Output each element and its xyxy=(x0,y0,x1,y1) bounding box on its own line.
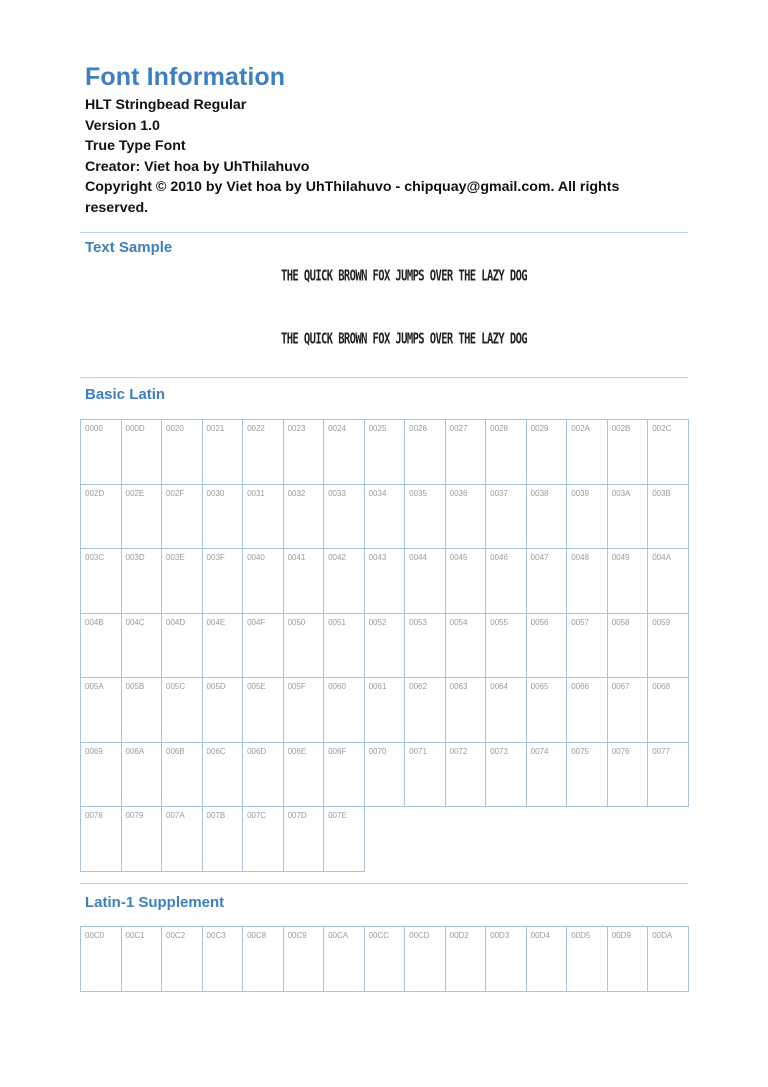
glyph-cell: 0021 xyxy=(203,420,244,485)
glyph-cell: 0024 xyxy=(324,420,365,485)
glyph-grid-basic-latin xyxy=(80,419,689,872)
page-title: Font Information xyxy=(85,63,286,91)
glyph-cell: 0022 xyxy=(243,420,284,485)
glyph-cell: 0075 xyxy=(567,743,608,808)
section-heading-latin1: Latin-1 Supplement xyxy=(85,894,225,911)
glyph-grid-latin1-supplement xyxy=(80,926,689,992)
glyph-cell: 00C0 xyxy=(81,927,122,992)
glyph-cell: 0000 xyxy=(81,420,122,485)
glyph-cell: 004D xyxy=(162,614,203,679)
font-info xyxy=(85,95,685,218)
glyph-cell: 0073 xyxy=(486,743,527,808)
glyph-cell: 00D5 xyxy=(567,927,608,992)
glyph-cell: 007A xyxy=(162,807,203,872)
glyph-cell: 004A xyxy=(648,549,689,614)
glyph-cell: 0049 xyxy=(608,549,649,614)
glyph-cell: 0032 xyxy=(284,485,325,550)
glyph-cell: 00C2 xyxy=(162,927,203,992)
text-sample-line: THE QUICK BROWN FOX JUMPS OVER THE LAZY DOG xyxy=(280,330,528,348)
font-creator: Creator: Viet hoa by UhThilahuvo xyxy=(85,158,310,175)
text-sample-line: THE QUICK BROWN FOX JUMPS OVER THE LAZY DOG xyxy=(280,267,528,285)
glyph-cell: 0060 xyxy=(324,678,365,743)
glyph-cell: 0059 xyxy=(648,614,689,679)
glyph-cell: 0065 xyxy=(527,678,568,743)
glyph-cell: 0039 xyxy=(567,485,608,550)
glyph-cell: 0040 xyxy=(243,549,284,614)
glyph-cell: 00C3 xyxy=(203,927,244,992)
glyph-cell: 0034 xyxy=(365,485,406,550)
glyph-cell: 002C xyxy=(648,420,689,485)
glyph-cell: 002B xyxy=(608,420,649,485)
glyph-cell: 003B xyxy=(648,485,689,550)
glyph-cell: 0029 xyxy=(527,420,568,485)
section-heading-text-sample: Text Sample xyxy=(85,239,173,256)
glyph-cell: 0031 xyxy=(243,485,284,550)
glyph-cell: 00C9 xyxy=(284,927,325,992)
glyph-cell: 007E xyxy=(324,807,365,872)
glyph-cell: 0066 xyxy=(567,678,608,743)
divider xyxy=(80,232,688,233)
glyph-cell: 0074 xyxy=(527,743,568,808)
glyph-cell: 003A xyxy=(608,485,649,550)
glyph-cell: 0033 xyxy=(324,485,365,550)
glyph-cell: 0035 xyxy=(405,485,446,550)
glyph-cell: 0042 xyxy=(324,549,365,614)
glyph-cell: 0020 xyxy=(162,420,203,485)
glyph-cell: 004F xyxy=(243,614,284,679)
glyph-cell: 005B xyxy=(122,678,163,743)
glyph-cell: 0079 xyxy=(122,807,163,872)
glyph-cell: 007C xyxy=(243,807,284,872)
glyph-cell: 0077 xyxy=(648,743,689,808)
glyph-cell: 0055 xyxy=(486,614,527,679)
glyph-cell: 002A xyxy=(567,420,608,485)
glyph-cell: 00DA xyxy=(648,927,689,992)
glyph-cell: 0030 xyxy=(203,485,244,550)
glyph-cell: 0026 xyxy=(405,420,446,485)
glyph-cell: 007B xyxy=(203,807,244,872)
glyph-cell: 0078 xyxy=(81,807,122,872)
glyph-cell: 002E xyxy=(122,485,163,550)
glyph-cell: 0038 xyxy=(527,485,568,550)
glyph-cell: 0044 xyxy=(405,549,446,614)
glyph-cell: 003D xyxy=(122,549,163,614)
glyph-cell: 0050 xyxy=(284,614,325,679)
glyph-cell: 0068 xyxy=(648,678,689,743)
divider xyxy=(80,883,688,884)
glyph-cell: 00C8 xyxy=(243,927,284,992)
glyph-cell: 00D4 xyxy=(527,927,568,992)
glyph-cell: 007D xyxy=(284,807,325,872)
glyph-cell: 004E xyxy=(203,614,244,679)
glyph-cell: 00CA xyxy=(324,927,365,992)
glyph-cell: 0043 xyxy=(365,549,406,614)
glyph-cell: 0071 xyxy=(405,743,446,808)
glyph-cell: 00CD xyxy=(405,927,446,992)
glyph-cell: 0045 xyxy=(446,549,487,614)
glyph-cell: 0064 xyxy=(486,678,527,743)
glyph-cell: 006B xyxy=(162,743,203,808)
glyph-cell: 0051 xyxy=(324,614,365,679)
glyph-cell: 0067 xyxy=(608,678,649,743)
glyph-cell: 005D xyxy=(203,678,244,743)
glyph-cell: 0069 xyxy=(81,743,122,808)
glyph-cell: 005E xyxy=(243,678,284,743)
divider xyxy=(80,377,688,378)
glyph-cell: 006D xyxy=(243,743,284,808)
glyph-cell: 0037 xyxy=(486,485,527,550)
glyph-cell: 0058 xyxy=(608,614,649,679)
glyph-cell: 0028 xyxy=(486,420,527,485)
glyph-cell: 006A xyxy=(122,743,163,808)
glyph-cell: 0053 xyxy=(405,614,446,679)
glyph-cell: 0061 xyxy=(365,678,406,743)
glyph-cell: 0057 xyxy=(567,614,608,679)
glyph-cell: 003C xyxy=(81,549,122,614)
font-version: Version 1.0 xyxy=(85,117,160,134)
glyph-cell: 002F xyxy=(162,485,203,550)
glyph-cell: 0023 xyxy=(284,420,325,485)
glyph-cell: 0048 xyxy=(567,549,608,614)
glyph-cell: 0047 xyxy=(527,549,568,614)
glyph-cell: 006E xyxy=(284,743,325,808)
glyph-cell: 005F xyxy=(284,678,325,743)
glyph-cell: 003E xyxy=(162,549,203,614)
glyph-cell: 0052 xyxy=(365,614,406,679)
glyph-cell: 0063 xyxy=(446,678,487,743)
glyph-cell: 000D xyxy=(122,420,163,485)
glyph-cell: 0062 xyxy=(405,678,446,743)
glyph-cell: 0025 xyxy=(365,420,406,485)
glyph-cell: 0036 xyxy=(446,485,487,550)
glyph-cell: 0027 xyxy=(446,420,487,485)
glyph-cell: 004C xyxy=(122,614,163,679)
glyph-cell: 005A xyxy=(81,678,122,743)
glyph-cell: 003F xyxy=(203,549,244,614)
glyph-cell: 0054 xyxy=(446,614,487,679)
glyph-cell: 00C1 xyxy=(122,927,163,992)
glyph-cell: 0046 xyxy=(486,549,527,614)
glyph-cell: 0072 xyxy=(446,743,487,808)
glyph-cell: 0076 xyxy=(608,743,649,808)
glyph-cell: 002D xyxy=(81,485,122,550)
glyph-cell: 00D2 xyxy=(446,927,487,992)
glyph-cell: 004B xyxy=(81,614,122,679)
section-heading-basic-latin: Basic Latin xyxy=(85,386,166,403)
glyph-cell: 006C xyxy=(203,743,244,808)
glyph-cell: 006F xyxy=(324,743,365,808)
glyph-cell: 0070 xyxy=(365,743,406,808)
glyph-cell: 00CC xyxy=(365,927,406,992)
glyph-cell: 0041 xyxy=(284,549,325,614)
font-name: HLT Stringbead Regular xyxy=(85,97,247,113)
glyph-cell: 00D3 xyxy=(486,927,527,992)
glyph-cell: 0056 xyxy=(527,614,568,679)
font-copyright: Copyright © 2010 by Viet hoa by UhThilahuvo - chipquay@gmail.com. All rights reserved. xyxy=(85,179,620,216)
font-type: True Type Font xyxy=(85,138,186,154)
glyph-cell: 00D9 xyxy=(608,927,649,992)
glyph-cell: 005C xyxy=(162,678,203,743)
